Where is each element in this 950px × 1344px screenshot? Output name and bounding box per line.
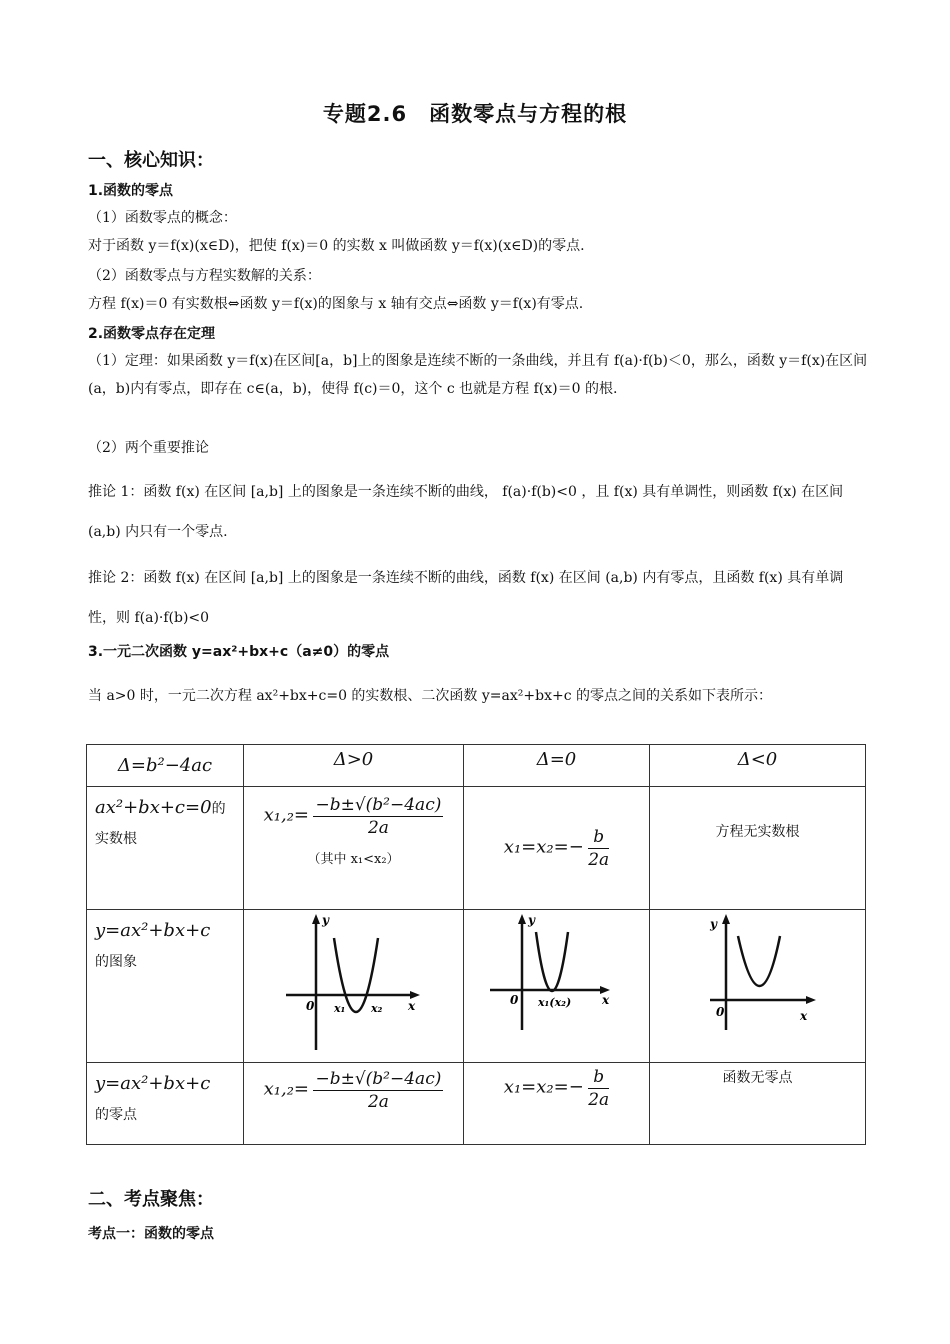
table-row [87, 787, 866, 910]
table-cell-zeros-positive: x₁,₂= $\frac{\text{−b±√(b²−4ac)}}{2a}$ [244, 1063, 464, 1145]
graph-two-roots [244, 910, 462, 1058]
table-row-label-zeros: y=ax²+bx+c 的零点 [87, 1063, 244, 1145]
x-axis-arrow [410, 991, 420, 999]
graph-label-x2: x₂ [371, 1002, 383, 1015]
graph-label-x1x2: x₁(x₂) [538, 996, 572, 1009]
table-cell-graph-negative [650, 910, 866, 1063]
table-header-positive: Δ>0 [244, 745, 464, 787]
table-cell-roots-positive: x₁,₂= $\frac{\text{−b±√(b²−4ac)}}{2a}$ （其中 x₁<x₂） [244, 787, 464, 910]
graph-label-x1: x₁ [334, 1002, 346, 1015]
parabola-curve [536, 932, 568, 991]
paragraph-zero-concept-label: （1）函数零点的概念： [88, 210, 237, 226]
subsection-heading-quadratic: 3.一元二次函数 y=ax²+bx+c（a≠0）的零点 [88, 644, 390, 660]
table-cell-zeros-negative: 函数无零点 [650, 1063, 866, 1145]
roots-order-note: （其中 x₁<x₂） [307, 852, 400, 867]
table-cell-roots-negative: 方程无实数根 [650, 787, 866, 910]
graph-label-origin: 0 [510, 993, 519, 1007]
kaodian-heading-1: 考点一：函数的零点 [88, 1226, 214, 1242]
paragraph-corollary-2: 推论 2：函数 f(x) 在区间 [a,b] 上的图象是一条连续不断的曲线，函数 f(x) 在区间 (a,b) 内有零点，且函数 f(x) 具有单调性，则 f(a)·f(b)<0 [88, 570, 844, 626]
table-cell-roots-zero: x₁=x₂=− $\frac{b}{2a}$ [464, 787, 650, 910]
table-cell-zeros-zero: x₁=x₂=− $\frac{b}{2a}$ [464, 1063, 650, 1145]
graph-label-y: y [710, 917, 717, 931]
graph-label-x: x [800, 1009, 808, 1023]
subsection-heading-zero: 1.函数的零点 [88, 183, 174, 199]
graph-double-root [464, 910, 648, 1058]
table-row-label-graph: y=ax²+bx+c 的图象 [87, 910, 244, 1063]
graph-label-y: y [322, 913, 329, 927]
parabola-curve [334, 938, 378, 1012]
table-cell-graph-positive [244, 910, 464, 1063]
graph-label-y: y [528, 913, 535, 927]
graph-label-origin: 0 [716, 1005, 725, 1019]
section-heading-exam-focus: 二、考点聚焦： [88, 1189, 214, 1210]
paragraph-zero-definition: 对于函数 y＝f(x)(x∈D)，把使 f(x)＝0 的实数 x 叫做函数 y＝f(x)(x∈D)的零点. [88, 238, 585, 254]
paragraph-zero-equivalence: 方程 f(x)＝0 有实数根⇔函数 y＝f(x)的图象与 x 轴有交点⇔函数 y＝f(x)有零点. [88, 296, 584, 312]
x-axis-arrow [806, 996, 816, 1004]
graph-no-root [650, 910, 864, 1058]
y-axis-arrow [312, 914, 320, 924]
paragraph-zero-relation-label: （2）函数零点与方程实数解的关系： [88, 268, 321, 284]
graph-label-x: x [408, 999, 416, 1013]
table-row-label-roots: ax²+bx+c=0的 实数根 [87, 787, 244, 910]
paragraph-corollaries-label: （2）两个重要推论 [88, 440, 209, 456]
paragraph-quadratic-intro: 当 a>0 时，一元二次方程 ax²+bx+c=0 的实数根、二次函数 y=ax²+bx+c 的零点之间的关系如下表所示： [88, 688, 772, 704]
graph-label-origin: 0 [306, 999, 315, 1013]
paragraph-corollary-1: 推论 1：函数 f(x) 在区间 [a,b] 上的图象是一条连续不断的曲线， f(a)·f(b)<0 ，且 f(x) 具有单调性，则函数 f(x) 在区间 (a,b) 内只有一个零点. [88, 484, 844, 540]
table-header-zero: Δ=0 [464, 745, 650, 787]
subsection-heading-existence-theorem: 2.函数零点存在定理 [88, 326, 216, 342]
table-row [87, 745, 866, 787]
table-cell-graph-zero [464, 910, 650, 1063]
parabola-curve [738, 936, 780, 986]
table-row [87, 910, 866, 1063]
y-axis-arrow [518, 914, 526, 924]
paragraph-theorem: （1）定理：如果函数 y＝f(x)在区间[a，b]上的图象是连续不断的一条曲线，并且有 f(a)·f(b)＜0，那么，函数 y＝f(x)在区间(a，b)内有零点，即存在 c∈(a，b)，使得 f(c)＝0，这个 c 也就是方程 f(x)＝0 的根. [88, 353, 868, 397]
graph-label-x: x [602, 993, 610, 1007]
quadratic-table [86, 744, 866, 1145]
table-header-discriminant: Δ=b²−4ac [87, 745, 244, 787]
table-row [87, 1063, 866, 1145]
table-header-negative: Δ<0 [650, 745, 866, 787]
y-axis-arrow [722, 914, 730, 924]
section-heading-core-knowledge: 一、核心知识： [88, 150, 214, 171]
page-title: 专题2.6 函数零点与方程的根 [322, 102, 628, 126]
